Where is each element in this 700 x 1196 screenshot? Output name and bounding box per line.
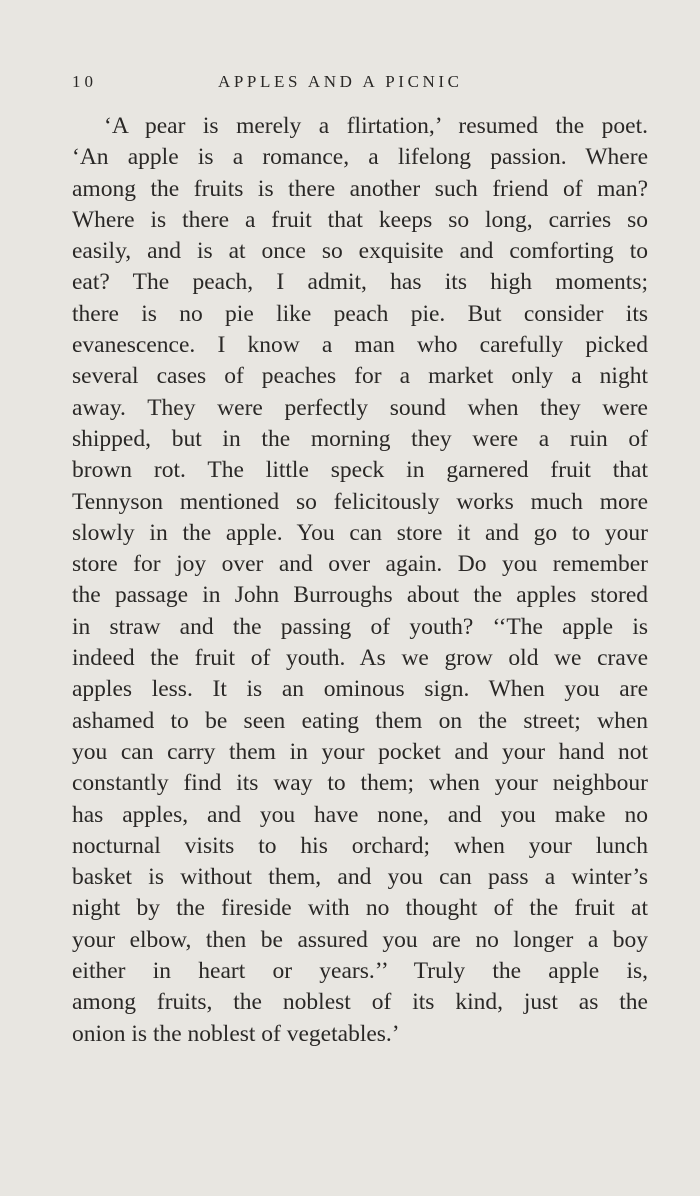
text-line: your elbow, then be assured you are no longer a boy xyxy=(72,926,648,953)
text-line: the passage in John Burroughs about the apples stored xyxy=(72,582,648,609)
text-line: has apples, and you have none, and you make no xyxy=(72,801,648,828)
page-number: 10 xyxy=(72,72,97,91)
body-paragraph xyxy=(72,111,648,1050)
running-title: APPLES AND A PICNIC xyxy=(218,72,463,91)
text-line: ashamed to be seen eating them on the street; when xyxy=(72,707,648,734)
text-line: among the fruits is there another such friend of man? xyxy=(72,175,648,202)
text-line: indeed the fruit of youth. As we grow old we crave xyxy=(72,645,648,672)
text-line: ‘A pear is merely a flirtation,’ resumed the poet. xyxy=(104,113,648,139)
text-line: there is no pie like peach pie. But consider its xyxy=(72,300,648,327)
text-line: brown rot. The little speck in garnered fruit that xyxy=(72,457,648,484)
text-line: away. They were perfectly sound when they were xyxy=(72,394,648,421)
text-line: shipped, but in the morning they were a ruin of xyxy=(72,425,648,452)
text-line: night by the fireside with no thought of the fruit at xyxy=(72,895,648,922)
text-line: constantly find its way to them; when your neighbour xyxy=(72,770,648,797)
text-line: slowly in the apple. You can store it and go to your xyxy=(72,519,648,546)
text-line: onion is the noblest of vegetables.’ xyxy=(72,1020,400,1047)
text-line: apples less. It is an ominous sign. When you are xyxy=(72,676,648,703)
text-line: among fruits, the noblest of its kind, just as the xyxy=(72,989,648,1016)
text-line: you can carry them in your pocket and your hand not xyxy=(72,738,648,765)
text-line: either in heart or years.’’ Truly the apple is, xyxy=(72,958,648,985)
text-line: Where is there a fruit that keeps so long, carries so xyxy=(72,206,648,233)
text-line: in straw and the passing of youth? ‘‘The apple is xyxy=(72,613,648,640)
text-line: eat? The peach, I admit, has its high moments; xyxy=(72,269,648,296)
text-line: several cases of peaches for a market only a night xyxy=(72,363,648,390)
running-header xyxy=(72,72,648,98)
text-line: basket is without them, and you can pass a winter’s xyxy=(72,864,648,891)
text-line: ‘An apple is a romance, a lifelong passion. Where xyxy=(72,144,648,171)
text-line: store for joy over and over again. Do you remember xyxy=(72,551,648,578)
text-line: easily, and is at once so exquisite and comforting to xyxy=(72,238,648,265)
text-line: Tennyson mentioned so felicitously works much more xyxy=(72,488,648,515)
text-line: nocturnal visits to his orchard; when your lunch xyxy=(72,832,648,859)
text-line: evanescence. I know a man who carefully picked xyxy=(72,332,648,359)
